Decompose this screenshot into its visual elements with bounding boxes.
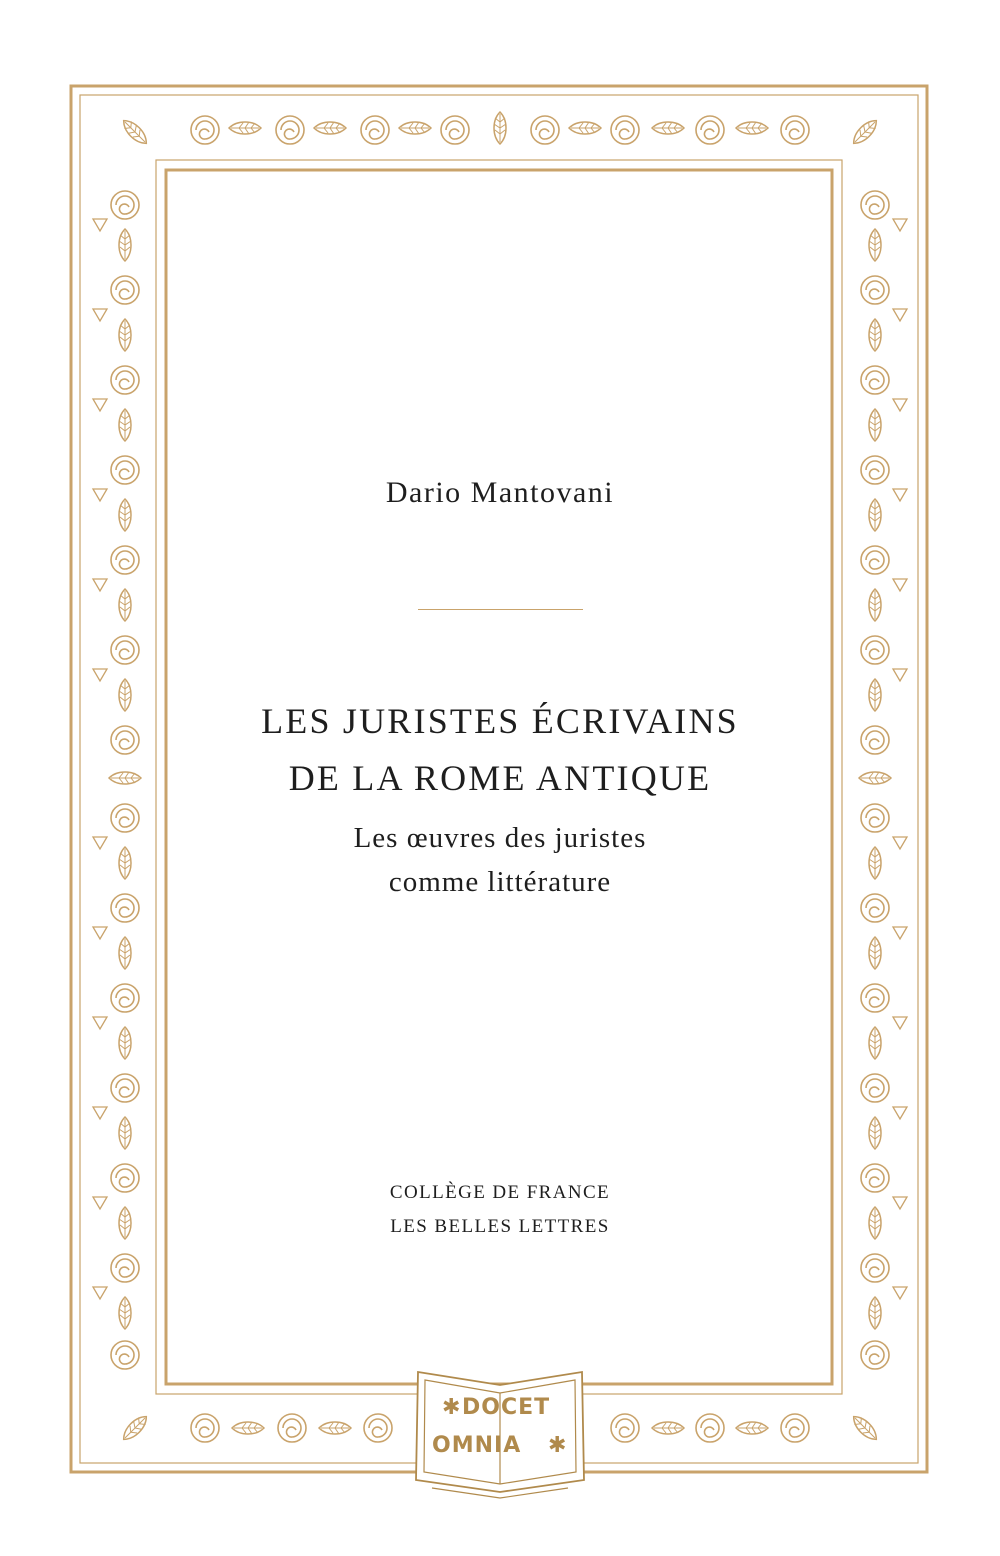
book-subtitle-line-2: comme littérature bbox=[388, 866, 612, 898]
top-ornament-band bbox=[119, 112, 880, 148]
publisher-line-1: COLLÈGE DE FRANCE bbox=[389, 1182, 611, 1203]
book-title-line-2: DE LA ROME ANTIQUE bbox=[288, 758, 712, 798]
emblem-motto-line-2: OMNIA bbox=[432, 1433, 522, 1458]
open-book-emblem bbox=[416, 1372, 584, 1498]
emblem-star-icon: ✱ bbox=[442, 1395, 462, 1420]
book-subtitle-line-1: Les œuvres des juristes bbox=[353, 822, 647, 854]
emblem-star-icon: ✱ bbox=[548, 1433, 568, 1458]
book-title-line-1: LES JURISTES ÉCRIVAINS bbox=[261, 701, 739, 741]
emblem-motto-line-1: DOCET bbox=[462, 1395, 551, 1420]
publisher-line-2: LES BELLES LETTRES bbox=[390, 1216, 610, 1237]
title-divider bbox=[418, 609, 583, 610]
author-name: Dario Mantovani bbox=[385, 476, 615, 509]
